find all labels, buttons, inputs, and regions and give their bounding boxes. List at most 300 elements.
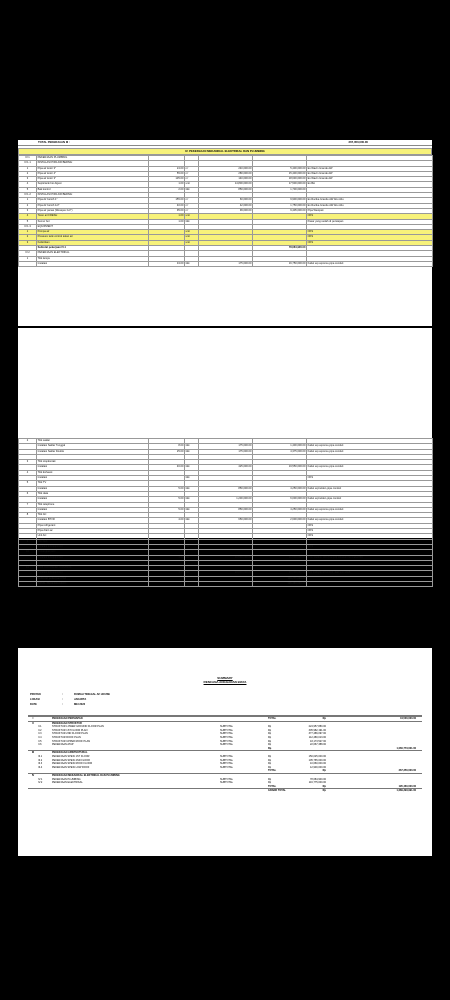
summary-no: IV — [31, 773, 35, 777]
summary-currency: TOTAL — [268, 717, 277, 720]
item-desc: PEKERJAAN PLUMBING — [37, 156, 149, 161]
summary-desc: PEKERJAAN STRUKTUR — [52, 721, 82, 725]
summary-subtotal-label — [220, 785, 268, 789]
item-no: 5 — [19, 481, 37, 486]
summary-subtotal-label: SUBTOTAL — [220, 725, 233, 729]
item-total: 5,400,000.00 — [253, 166, 307, 171]
summary-subno: III.3 — [38, 762, 43, 766]
summary-currency: Rp — [268, 777, 272, 781]
item-desc: INSTALASI PIPA AIR BERSIH — [37, 193, 149, 198]
item-unit: titik — [185, 465, 199, 470]
item-desc: Instalasi — [37, 261, 149, 266]
summary-desc: PEKERJAAN MEKANIKAL ELEKTRIKAL DAN PLUMBING — [52, 773, 120, 777]
item-no — [19, 261, 37, 266]
summary-value: 43,173,527.00 — [310, 739, 326, 743]
item-unit-price: 20,000,000.00 — [199, 571, 253, 576]
meta-value: MEI 2023 — [74, 703, 86, 706]
item-no: IV.1.2 — [19, 193, 37, 198]
summary-subno: II.5 — [38, 739, 42, 743]
item-no: 3 — [19, 177, 37, 182]
summary-value: Rp — [322, 717, 326, 720]
summary-desc: PEKERJAAN ARSITEKTURAL — [52, 751, 88, 755]
item-no: 4 — [19, 182, 37, 187]
item-unit-price: 850,000.00 — [199, 187, 253, 192]
item-volume: 2.00 — [149, 187, 185, 192]
summary-currency: Rp — [268, 725, 272, 729]
item-desc: Pompa air — [37, 230, 149, 235]
item-total: 1,700,000.00 — [253, 187, 307, 192]
item-desc: Pipa drain ac — [37, 529, 149, 534]
summary-value: 116,775,000.00 — [308, 781, 326, 785]
item-note: OKS — [307, 534, 433, 539]
item-note: OKS — [307, 476, 433, 481]
item-no: 11 — [19, 566, 37, 571]
item-unit-price: 650,000.00 — [199, 518, 253, 523]
table-row — [19, 582, 433, 587]
item-total: 18,630,000.00 — [253, 177, 307, 182]
item-total: 16,750,000.00 — [253, 261, 307, 266]
summary-subno — [38, 789, 52, 793]
item-no: 10 — [19, 550, 37, 555]
item-unit: titik — [185, 571, 199, 576]
item-unit-price: 240,000.00 — [199, 166, 253, 171]
item-desc: Pressure tank control tekan air — [37, 235, 149, 240]
item-volume: 4.00 — [149, 518, 185, 523]
item-desc: Pipa refrigerant — [37, 523, 149, 528]
summary-subtotal-label — [220, 789, 268, 793]
item-desc: Instalasi — [37, 507, 149, 512]
item-volume: 135.00 — [149, 177, 185, 182]
item-unit: titik — [185, 444, 199, 449]
item-no: 1 — [19, 198, 37, 203]
summary-currency: Rp — [268, 758, 272, 762]
summary-subno: IV.2 — [38, 781, 43, 785]
summary-no — [28, 747, 38, 751]
item-no: 4 — [19, 214, 37, 219]
summary-total: 1,066,773,001.00 — [396, 746, 416, 750]
item-note: Ex.Wavin Grande AW — [307, 166, 433, 171]
summary-desc: PEKERJAAN SPESI 1ST FLOOR — [52, 754, 90, 758]
rab-sheet-electrical — [18, 328, 432, 586]
summary-value: Rp — [322, 769, 326, 773]
item-note: Kabel eq.supreme,pipa conduit — [307, 444, 433, 449]
summary-subno — [38, 717, 52, 721]
item-unit-price: 99,000.00 — [199, 208, 253, 213]
summary-desc: STRUKTUR 2ND FLOOR PLAN — [52, 732, 88, 736]
item-note: Kabel eq.belden,pipa conduit — [307, 486, 433, 491]
summary-no — [28, 769, 38, 773]
item-note: OKS — [307, 529, 433, 534]
item-unit-price: 175,000.00 — [199, 449, 253, 454]
item-total: 116,775,000.00 — [253, 576, 307, 581]
rab-sheet-mep — [18, 140, 432, 326]
summary-currency: Rp — [268, 728, 272, 732]
item-unit: unit — [185, 240, 199, 245]
item-volume: 46.00 — [149, 465, 185, 470]
item-total: 17,500,000.00 — [253, 182, 307, 187]
summary-currency: Rp — [268, 739, 272, 743]
rab-table — [18, 438, 433, 587]
item-no: 1 — [19, 166, 37, 171]
item-note: Ex.Rucika Grande AW Abu Abu — [307, 198, 433, 203]
meta-value: JAKARTA — [74, 698, 87, 701]
item-no: 1 — [19, 230, 37, 235]
summary-subtotal-label: SUBTOTAL — [220, 777, 233, 781]
item-desc: TOTAL PEKERJAAN IV : — [37, 582, 149, 587]
item-desc: Titik TV — [37, 481, 149, 486]
item-unit: m' — [185, 203, 199, 208]
item-volume: 95.00 — [149, 208, 185, 213]
item-no: 3 — [19, 460, 37, 465]
item-volume: 1.00 — [149, 219, 185, 224]
summary-subtotal-label: SUBTOTAL — [220, 758, 233, 762]
item-volume: 5.00 — [149, 497, 185, 502]
item-total: 2,600,000.00 — [253, 518, 307, 523]
item-desc: Septictank bio digest — [37, 182, 149, 187]
item-note: Ex.Wavin Grande AW — [307, 171, 433, 176]
summary-sheet — [18, 648, 432, 856]
item-desc: EQUIPMENT — [37, 224, 149, 229]
item-desc: Titik Exhaust — [37, 470, 149, 475]
summary-value: 22,667,388.00 — [310, 743, 326, 747]
summary-value: 377,486,097.00 — [308, 732, 326, 736]
summary-value: 78,684,900.00 — [310, 777, 326, 781]
item-volume: 55.00 — [149, 171, 185, 176]
summary-no — [28, 789, 38, 793]
item-unit: titik — [185, 497, 199, 502]
item-unit: m' — [185, 208, 199, 213]
item-note: Kom Radius 100 (Kompfi) lokakali dan kabel BC — [307, 555, 433, 560]
item-desc: Instalasi & Equipment — [37, 555, 149, 560]
item-note: Kabel eq.belden,pipa conduit — [307, 497, 433, 502]
summary-subno: II.6 — [38, 743, 42, 747]
summary-subtotal-label — [220, 747, 268, 751]
summary-desc: STRUKTUR UPPER ROOF PLAN — [52, 739, 91, 743]
item-desc: Kelistrikan — [37, 240, 149, 245]
summary-subno: IV.1 — [38, 777, 43, 781]
item-total: 1,750,000.00 — [253, 203, 307, 208]
summary-value: Rp — [322, 789, 326, 793]
summary-row — [28, 788, 422, 793]
item-unit: titik — [185, 219, 199, 224]
meta-value: RUMAH TINGGAL AF HOUSE — [74, 693, 111, 696]
item-desc: INSTALASI PIPA AIR BERSIH — [37, 161, 149, 166]
summary-currency: GRAND TOTAL — [268, 789, 286, 793]
item-unit: unit — [185, 182, 199, 187]
summary-desc: PEKERJAAN ELEKTRIKAL — [52, 781, 83, 785]
rab-table — [18, 155, 433, 267]
item-unit: unit — [185, 230, 199, 235]
prev-total-bar — [18, 140, 432, 146]
summary-desc — [52, 789, 220, 793]
item-unit-price: 850,000.00 — [199, 507, 253, 512]
item-note: Ex.Wavin Grande AW — [307, 177, 433, 182]
summary-subno — [38, 747, 52, 751]
summary-currency: Rp — [268, 754, 272, 758]
item-desc: Bak kontrol — [37, 187, 149, 192]
summary-value: 112,480,013.00 — [308, 735, 326, 739]
summary-subtotal-label: SUBTOTAL — [220, 739, 233, 743]
item-total: 4,250,000.00 — [253, 507, 307, 512]
summary-currency: TOTAL — [268, 769, 277, 773]
item-note: OKS — [307, 544, 433, 549]
project-meta — [30, 692, 432, 707]
summary-subno — [38, 769, 52, 773]
item-unit: titik — [185, 261, 199, 266]
item-unit-price: 140,000.00 — [199, 177, 253, 182]
item-desc: Instalasi & Equipment — [37, 544, 149, 549]
item-unit: titik — [185, 555, 199, 560]
summary-subtotal-label: SUBTOTAL — [220, 735, 233, 739]
summary-total: 1,689,393,991.00 — [396, 789, 416, 793]
meta-key: DATE — [30, 703, 37, 706]
summary-currency: Rp — [268, 765, 272, 769]
item-no: 9 — [19, 539, 37, 544]
summary-value: 224,957,880.00 — [308, 725, 326, 729]
summary-subno: II.2 — [38, 728, 42, 732]
summary-total: 267,350,000.00 — [398, 769, 416, 773]
item-volume: 1.00 — [149, 214, 185, 219]
item-note: Kabel eq.supreme,pipa conduit — [307, 507, 433, 512]
item-total: 195,460,000.00 — [253, 582, 307, 587]
item-unit: m' — [185, 177, 199, 182]
summary-currency: Rp — [268, 735, 272, 739]
item-unit-price: 425,000.00 — [199, 465, 253, 470]
item-note: Kabel eq.supreme,pipa conduit — [307, 518, 433, 523]
item-desc: Pipa air panas (Wesspex 1/2") — [37, 208, 149, 213]
summary-currency: Rp — [268, 746, 272, 750]
summary-subno: II.1 — [38, 725, 42, 729]
meta-row — [30, 702, 432, 707]
item-unit — [185, 582, 199, 587]
item-unit-price: 175,000.00 — [199, 444, 253, 449]
item-total: 78,684,900.00 — [253, 246, 307, 251]
item-volume — [149, 582, 185, 587]
item-note: OKS — [307, 240, 433, 245]
item-desc: Pipa Air bersih 1/2" — [37, 203, 149, 208]
item-desc: MCB DAN PANEL KONTROL — [37, 566, 149, 571]
item-total: 9,900,000.00 — [253, 198, 307, 203]
summary-currency: Rp — [268, 762, 272, 766]
item-unit: titik — [185, 449, 199, 454]
item-desc: Instalasi Saklar Double — [37, 449, 149, 454]
item-desc: Instalasi Saklar Tunggal — [37, 444, 149, 449]
item-note: Kabel eq.supreme,pipa conduit — [307, 261, 433, 266]
item-no: 6 — [19, 491, 37, 496]
summary-subtotal-label — [220, 769, 268, 773]
item-desc: Pipa Air bersih 1" — [37, 198, 149, 203]
summary-row — [28, 747, 422, 751]
item-desc: Subtotal pekerjaan IV.2 — [37, 576, 149, 581]
summary-subtotal-label: SUBTOTAL — [220, 762, 233, 766]
item-note: Box mcb,panel kontrol, dan unit MCB — [307, 571, 433, 576]
item-desc: Unit AC — [37, 534, 149, 539]
item-volume: 155.00 — [149, 198, 185, 203]
item-no: 3 — [19, 208, 37, 213]
summary-desc: STRUKTUR LOWER GROUND FLOOR PLAN — [52, 725, 104, 729]
item-desc: Titik AC — [37, 513, 149, 518]
summary-desc — [52, 747, 220, 751]
summary-subtotal-label — [220, 717, 268, 721]
summary-title: SUMMARY — [217, 676, 233, 680]
item-unit-price: 60,000.00 — [199, 198, 253, 203]
summary-subno — [38, 785, 52, 789]
item-unit: titik — [185, 476, 199, 481]
summary-value: Rp — [322, 784, 326, 788]
item-unit: m' — [185, 166, 199, 171]
item-note: OKS — [307, 230, 433, 235]
summary-no: I — [32, 717, 34, 720]
summary-value — [286, 747, 326, 751]
item-volume: 8.00 — [149, 444, 185, 449]
summary-value: 105,765,000.00 — [308, 758, 326, 762]
summary-no — [28, 785, 38, 789]
item-no: 8 — [19, 513, 37, 518]
item-unit-price — [199, 582, 253, 587]
item-volume: 1.00 — [149, 182, 185, 187]
item-unit: titik — [185, 187, 199, 192]
summary-subtitle: RENCANA ANGGARAN BIAYA — [203, 680, 247, 684]
item-total: 4,375,000.00 — [253, 449, 307, 454]
item-unit: titik — [185, 507, 199, 512]
item-no: IV.2 — [19, 251, 37, 256]
item-unit-price: 11,500,000.00 — [199, 555, 253, 560]
item-volume: 1.00 — [149, 555, 185, 560]
summary-value: 305,982,191.00 — [308, 728, 326, 732]
summary-desc: PEKERJAAN SPESI LOW ROOF — [52, 765, 90, 769]
item-total: 9,405,000.00 — [253, 208, 307, 213]
summary-subno: III.1 — [38, 754, 43, 758]
item-unit: m' — [185, 198, 199, 203]
item-note: Pipa Westpek — [307, 208, 433, 213]
summary-currency: Rp — [268, 732, 272, 736]
summary-subno: III.2 — [38, 758, 43, 762]
item-no: 2 — [19, 203, 37, 208]
item-no: 2 — [19, 171, 37, 176]
meta-sep: : — [62, 703, 63, 706]
item-unit-price: 850,000.00 — [199, 486, 253, 491]
item-desc: Sumur bor — [37, 219, 149, 224]
item-no: 2 — [19, 439, 37, 444]
item-volume: 1.00 — [149, 571, 185, 576]
item-no: 7 — [19, 502, 37, 507]
summary-header — [18, 676, 432, 684]
summary-currency: TOTAL — [268, 784, 277, 788]
meta-key: LOKASI — [30, 698, 40, 701]
summary-currency: Rp — [268, 743, 272, 747]
table-row — [19, 261, 433, 266]
item-no: 3 — [19, 240, 37, 245]
item-volume: 24.00 — [149, 166, 185, 171]
item-total: 19,550,000.00 — [253, 465, 307, 470]
item-note — [307, 582, 433, 587]
item-desc: Titik saklar — [37, 439, 149, 444]
item-no: 4 — [19, 470, 37, 475]
item-desc: Titik telephone — [37, 502, 149, 507]
item-no: 5 — [19, 187, 37, 192]
item-desc: Pipa air kotor 4" — [37, 171, 149, 176]
summary-no: III — [31, 751, 35, 755]
item-unit-price: 14,800,000.00 — [199, 182, 253, 187]
item-total: 4,250,000.00 — [253, 486, 307, 491]
item-note: Kabel eq.supreme,pipa conduit — [307, 449, 433, 454]
summary-subtotal-label: SUBTOTAL — [220, 765, 233, 769]
item-desc: Toren air FRESH — [37, 214, 149, 219]
summary-total: 44,500,000.00 — [400, 717, 416, 720]
summary-desc: PEKERJAAN ATAP — [52, 743, 74, 747]
item-desc: Titik lampu — [37, 256, 149, 261]
summary-subtotal-label: SUBTOTAL — [220, 732, 233, 736]
item-total: 20,000,000.00 — [253, 571, 307, 576]
item-note: Ex.Rucika Grande AW Abu Abu — [307, 203, 433, 208]
summary-row — [28, 716, 422, 721]
summary-desc — [52, 769, 220, 773]
summary-desc — [52, 785, 220, 789]
item-no: IV.1 — [19, 156, 37, 161]
item-total: 1,400,000.00 — [253, 444, 307, 449]
item-note: Ex.Bio — [307, 182, 433, 187]
summary-subno: II.4 — [38, 735, 42, 739]
item-unit: unit — [185, 214, 199, 219]
item-no: IV.1.1 — [19, 161, 37, 166]
item-desc: Pipa air kotor 3" — [37, 177, 149, 182]
item-desc: Subtotal pekerjaan IV.1 — [37, 246, 149, 251]
item-no: 5 — [19, 219, 37, 224]
item-total: 11,500,000.00 — [253, 555, 307, 560]
item-desc: Instalasi — [37, 497, 149, 502]
item-unit-price: 280,000.00 — [199, 171, 253, 176]
item-desc: Titik data — [37, 491, 149, 496]
summary-desc: PEKERJAAN SPESI ROOF FLOOR — [52, 762, 93, 766]
item-desc: Instalasi — [37, 465, 149, 470]
item-note: OKS — [307, 214, 433, 219]
item-desc: Titik stopkontak — [37, 460, 149, 465]
item-desc: Instalasi — [37, 486, 149, 491]
summary-desc: STRUKTUR 1ST FLOOR PLAN — [52, 728, 88, 732]
summary-total: 195,460,000.00 — [398, 784, 416, 788]
item-desc: Instalasi & Equipment — [37, 571, 149, 576]
item-desc: Mini hub — [37, 539, 149, 544]
summary-value: 150,025,000.00 — [308, 754, 326, 758]
item-unit: titik — [185, 486, 199, 491]
summary-desc: PEKERJAAN PLUMBING — [52, 777, 81, 781]
meta-sep: : — [62, 698, 63, 701]
item-total: 6,000,000.00 — [253, 497, 307, 502]
item-unit: titik — [185, 544, 199, 549]
summary-subtotal-label: SUBTOTAL — [220, 754, 233, 758]
summary-desc: STRUKTUR ROOF PLAN — [52, 735, 81, 739]
prev-total-label: TOTAL PEKERJAAN III : — [38, 140, 70, 144]
item-unit-price: 1,200,000.00 — [199, 497, 253, 502]
section-title: IV. PEKERJAAN MEKANIKAL ELEKTRIKAL DAN PLUMBING — [18, 148, 432, 155]
item-unit-price: 42,000.00 — [199, 203, 253, 208]
item-desc: Instalasi BTVR — [37, 518, 149, 523]
item-note: Kabel eq.supreme,pipa conduit — [307, 465, 433, 470]
item-desc: PEKERJAAN ELEKTRIKAL — [37, 251, 149, 256]
meta-key: PROYEK — [30, 693, 41, 696]
item-note: OKS — [307, 523, 433, 528]
item-unit: m' — [185, 171, 199, 176]
summary-no: II — [32, 721, 34, 725]
summary-table — [28, 715, 422, 793]
item-no: 2 — [19, 235, 37, 240]
item-unit: unit — [185, 235, 199, 240]
item-no — [19, 582, 37, 587]
summary-subtotal-label: SUBTOTAL — [220, 781, 233, 785]
item-desc: Instalasi — [37, 476, 149, 481]
item-desc: Penangkal petir — [37, 550, 149, 555]
item-volume: 40.00 — [149, 203, 185, 208]
